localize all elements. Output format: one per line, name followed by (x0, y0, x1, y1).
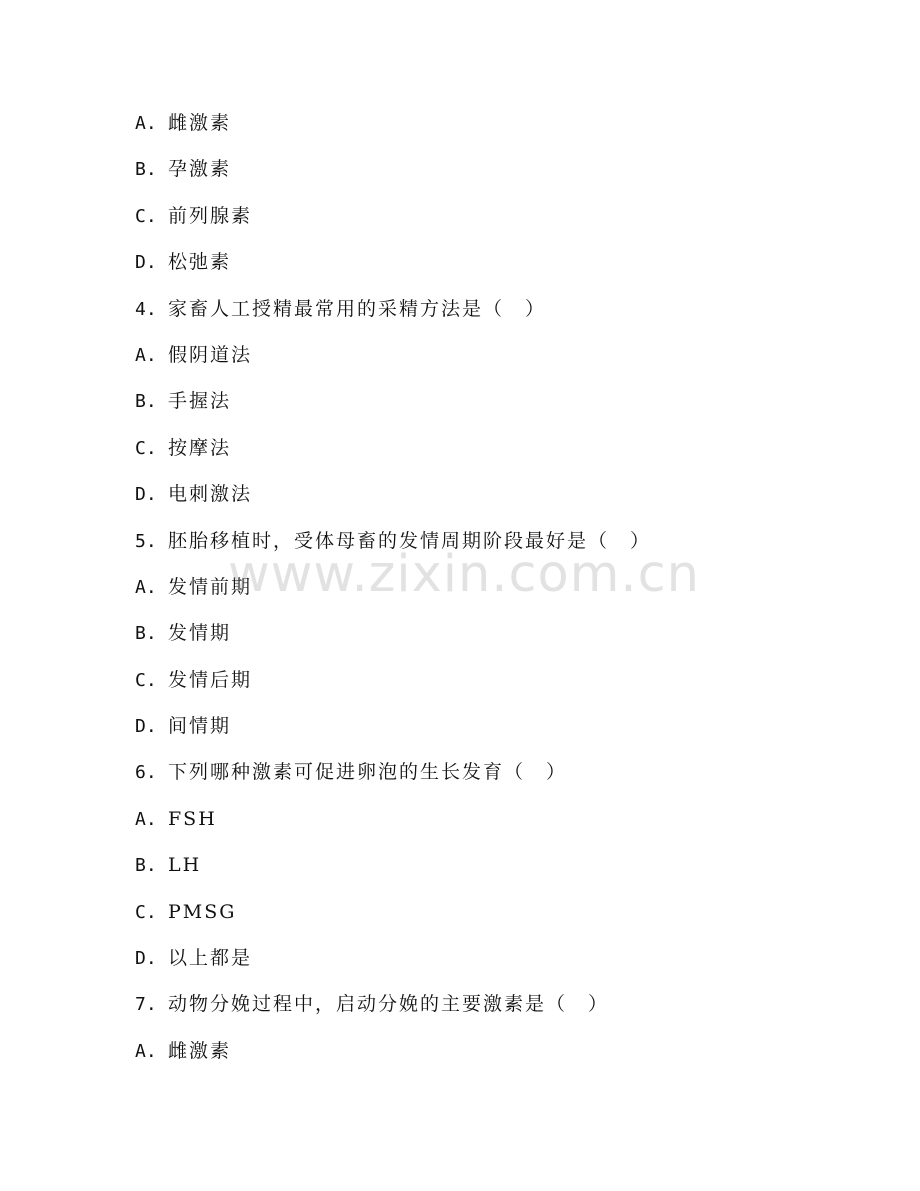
question-line (135, 987, 835, 1033)
option-text: FSH (168, 807, 217, 830)
option-line (135, 431, 835, 477)
option-text: 孕激素 (168, 158, 232, 181)
option-marker: A. (135, 344, 157, 366)
option-line (135, 663, 835, 709)
option-text: 雌激素 (168, 1039, 232, 1062)
option-line (135, 570, 835, 616)
option-line (135, 338, 835, 384)
option-marker: A. (135, 576, 157, 598)
option-text: 电刺激法 (168, 483, 253, 506)
question-text: 动物分娩过程中，启动分娩的主要激素是（ ） (168, 993, 610, 1016)
option-marker: B. (135, 855, 157, 877)
option-line (135, 895, 835, 941)
option-text: 发情前期 (168, 575, 253, 598)
option-text: LH (168, 854, 202, 877)
option-text: 假阴道法 (168, 343, 253, 366)
option-marker: A. (135, 113, 157, 134)
question-line (135, 292, 835, 338)
option-text: 发情后期 (168, 668, 253, 691)
question-text: 胚胎移植时，受体母畜的发情周期阶段最好是（ ） (168, 529, 652, 552)
option-marker: D. (135, 716, 157, 738)
option-line (135, 709, 835, 755)
question-number: 6. (135, 762, 157, 784)
option-text: 间情期 (168, 715, 232, 738)
option-line (135, 384, 835, 430)
question-list (135, 106, 835, 1080)
option-line (135, 848, 835, 894)
option-marker: B. (135, 623, 157, 645)
option-line (135, 152, 835, 198)
option-text: 按摩法 (168, 436, 232, 459)
option-line (135, 477, 835, 523)
option-line (135, 199, 835, 245)
option-line (135, 941, 835, 987)
option-line (135, 106, 835, 152)
question-line (135, 755, 835, 801)
option-text: 手握法 (168, 390, 232, 413)
option-text: 以上都是 (168, 947, 253, 970)
question-number: 5. (135, 530, 157, 552)
option-marker: C. (135, 205, 157, 227)
option-marker: C. (135, 669, 157, 691)
option-text: 松弛素 (168, 251, 232, 274)
option-line (135, 802, 835, 848)
option-marker: C. (135, 437, 157, 459)
option-marker: B. (135, 159, 157, 181)
option-marker: A. (135, 1040, 157, 1062)
option-marker: A. (135, 808, 157, 830)
option-text: 前列腺素 (168, 204, 253, 227)
option-text: 发情期 (168, 622, 232, 645)
option-marker: B. (135, 391, 157, 413)
option-line (135, 616, 835, 662)
option-marker: D. (135, 948, 157, 970)
option-line (135, 245, 835, 291)
option-marker: D. (135, 252, 157, 274)
question-line (135, 524, 835, 570)
option-text: 雌激素 (168, 112, 232, 134)
question-number: 7. (135, 994, 157, 1016)
option-marker: C. (135, 901, 157, 923)
option-marker: D. (135, 484, 157, 506)
option-text: PMSG (168, 900, 237, 923)
watermark: www.zixin.com.cn (228, 545, 700, 604)
question-text: 下列哪种激素可促进卵泡的生长发育（ ） (168, 761, 568, 784)
question-number: 4. (135, 298, 157, 320)
question-text: 家畜人工授精最常用的采精方法是（ ） (168, 297, 547, 320)
option-line (135, 1034, 835, 1080)
